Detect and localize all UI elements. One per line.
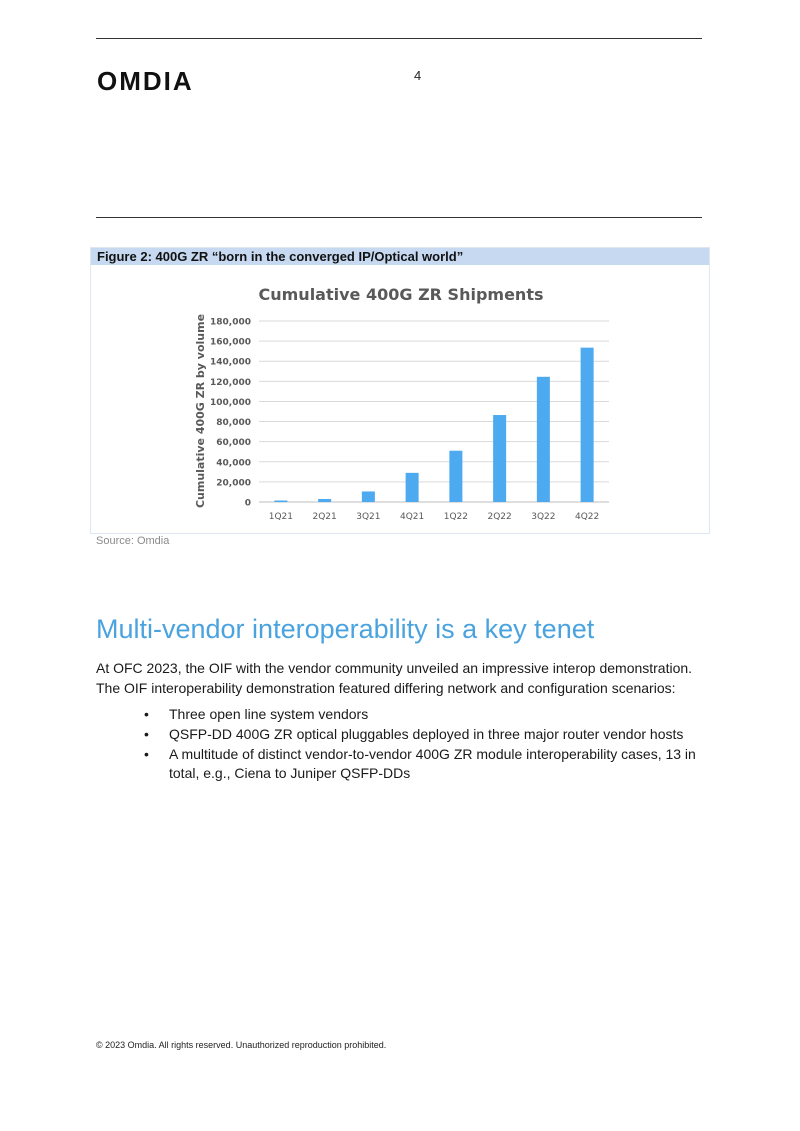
bullet-text: Three open line system vendors — [169, 706, 369, 722]
bullet-item — [144, 725, 710, 744]
y-tick-label: 40,000 — [216, 458, 251, 469]
bar — [493, 415, 506, 502]
x-tick-label: 4Q22 — [574, 512, 600, 522]
bar — [318, 499, 331, 502]
bar — [581, 348, 594, 502]
header-bottom-rule — [96, 217, 702, 218]
bullet-icon: • — [144, 726, 149, 742]
x-tick-label: 4Q21 — [399, 512, 425, 522]
y-tick-label: 120,000 — [210, 377, 251, 388]
bullet-icon: • — [144, 706, 149, 722]
section-paragraph: At OFC 2023, the OIF with the vendor community unveiled an impressive interop demonstration. The OIF interoperability demonstration featured differing network and configuration scenarios: — [96, 660, 693, 696]
y-tick-label: 180,000 — [210, 317, 251, 328]
y-tick-label: 140,000 — [210, 357, 251, 368]
y-tick-label: 0 — [244, 498, 251, 509]
page-number: 4 — [414, 68, 422, 83]
figure-box — [90, 247, 710, 534]
footer-copyright: © 2023 Omdia. All rights reserved. Unauthorized reproduction prohibited. — [96, 1040, 387, 1050]
x-tick-label: 3Q21 — [356, 512, 381, 522]
x-tick-label: 3Q22 — [531, 512, 556, 522]
bullet-text: A multitude of distinct vendor-to-vendor 400G ZR module interoperability cases, 13 in total, e.g., Ciena to Juniper QSFP-DDs — [169, 746, 696, 781]
bar — [362, 491, 375, 502]
bullet-item — [144, 705, 710, 724]
y-tick-label: 20,000 — [216, 478, 251, 489]
chart-title: Cumulative 400G ZR Shipments — [258, 285, 544, 304]
x-tick-label: 2Q21 — [312, 512, 337, 522]
bar-chart — [91, 265, 709, 533]
section-heading: Multi-vendor interoperability is a key tenet — [96, 614, 595, 644]
omdia-logo — [97, 68, 205, 94]
bullet-list — [144, 705, 710, 784]
bullet-item — [144, 745, 710, 783]
bar — [449, 451, 462, 502]
y-axis-label: Cumulative 400G ZR by volume — [194, 313, 207, 509]
logo-text: OMDIA — [97, 68, 194, 94]
bar — [406, 473, 419, 502]
x-tick-label: 1Q21 — [268, 512, 294, 522]
y-tick-label: 100,000 — [210, 397, 251, 408]
bar — [537, 377, 550, 502]
figure-source: Source: Omdia — [96, 535, 170, 547]
y-tick-label: 160,000 — [210, 337, 251, 348]
y-tick-label: 60,000 — [216, 438, 251, 449]
x-tick-label: 2Q22 — [487, 512, 512, 522]
x-tick-label: 1Q22 — [443, 512, 469, 522]
bullet-text: QSFP-DD 400G ZR optical pluggables deployed in three major router vendor hosts — [169, 726, 684, 742]
bullet-icon: • — [144, 746, 149, 762]
top-rule — [96, 38, 702, 39]
bar — [274, 500, 287, 502]
figure-title: Figure 2: 400G ZR “born in the converged IP/Optical world” — [91, 248, 709, 265]
y-tick-label: 80,000 — [216, 418, 251, 429]
